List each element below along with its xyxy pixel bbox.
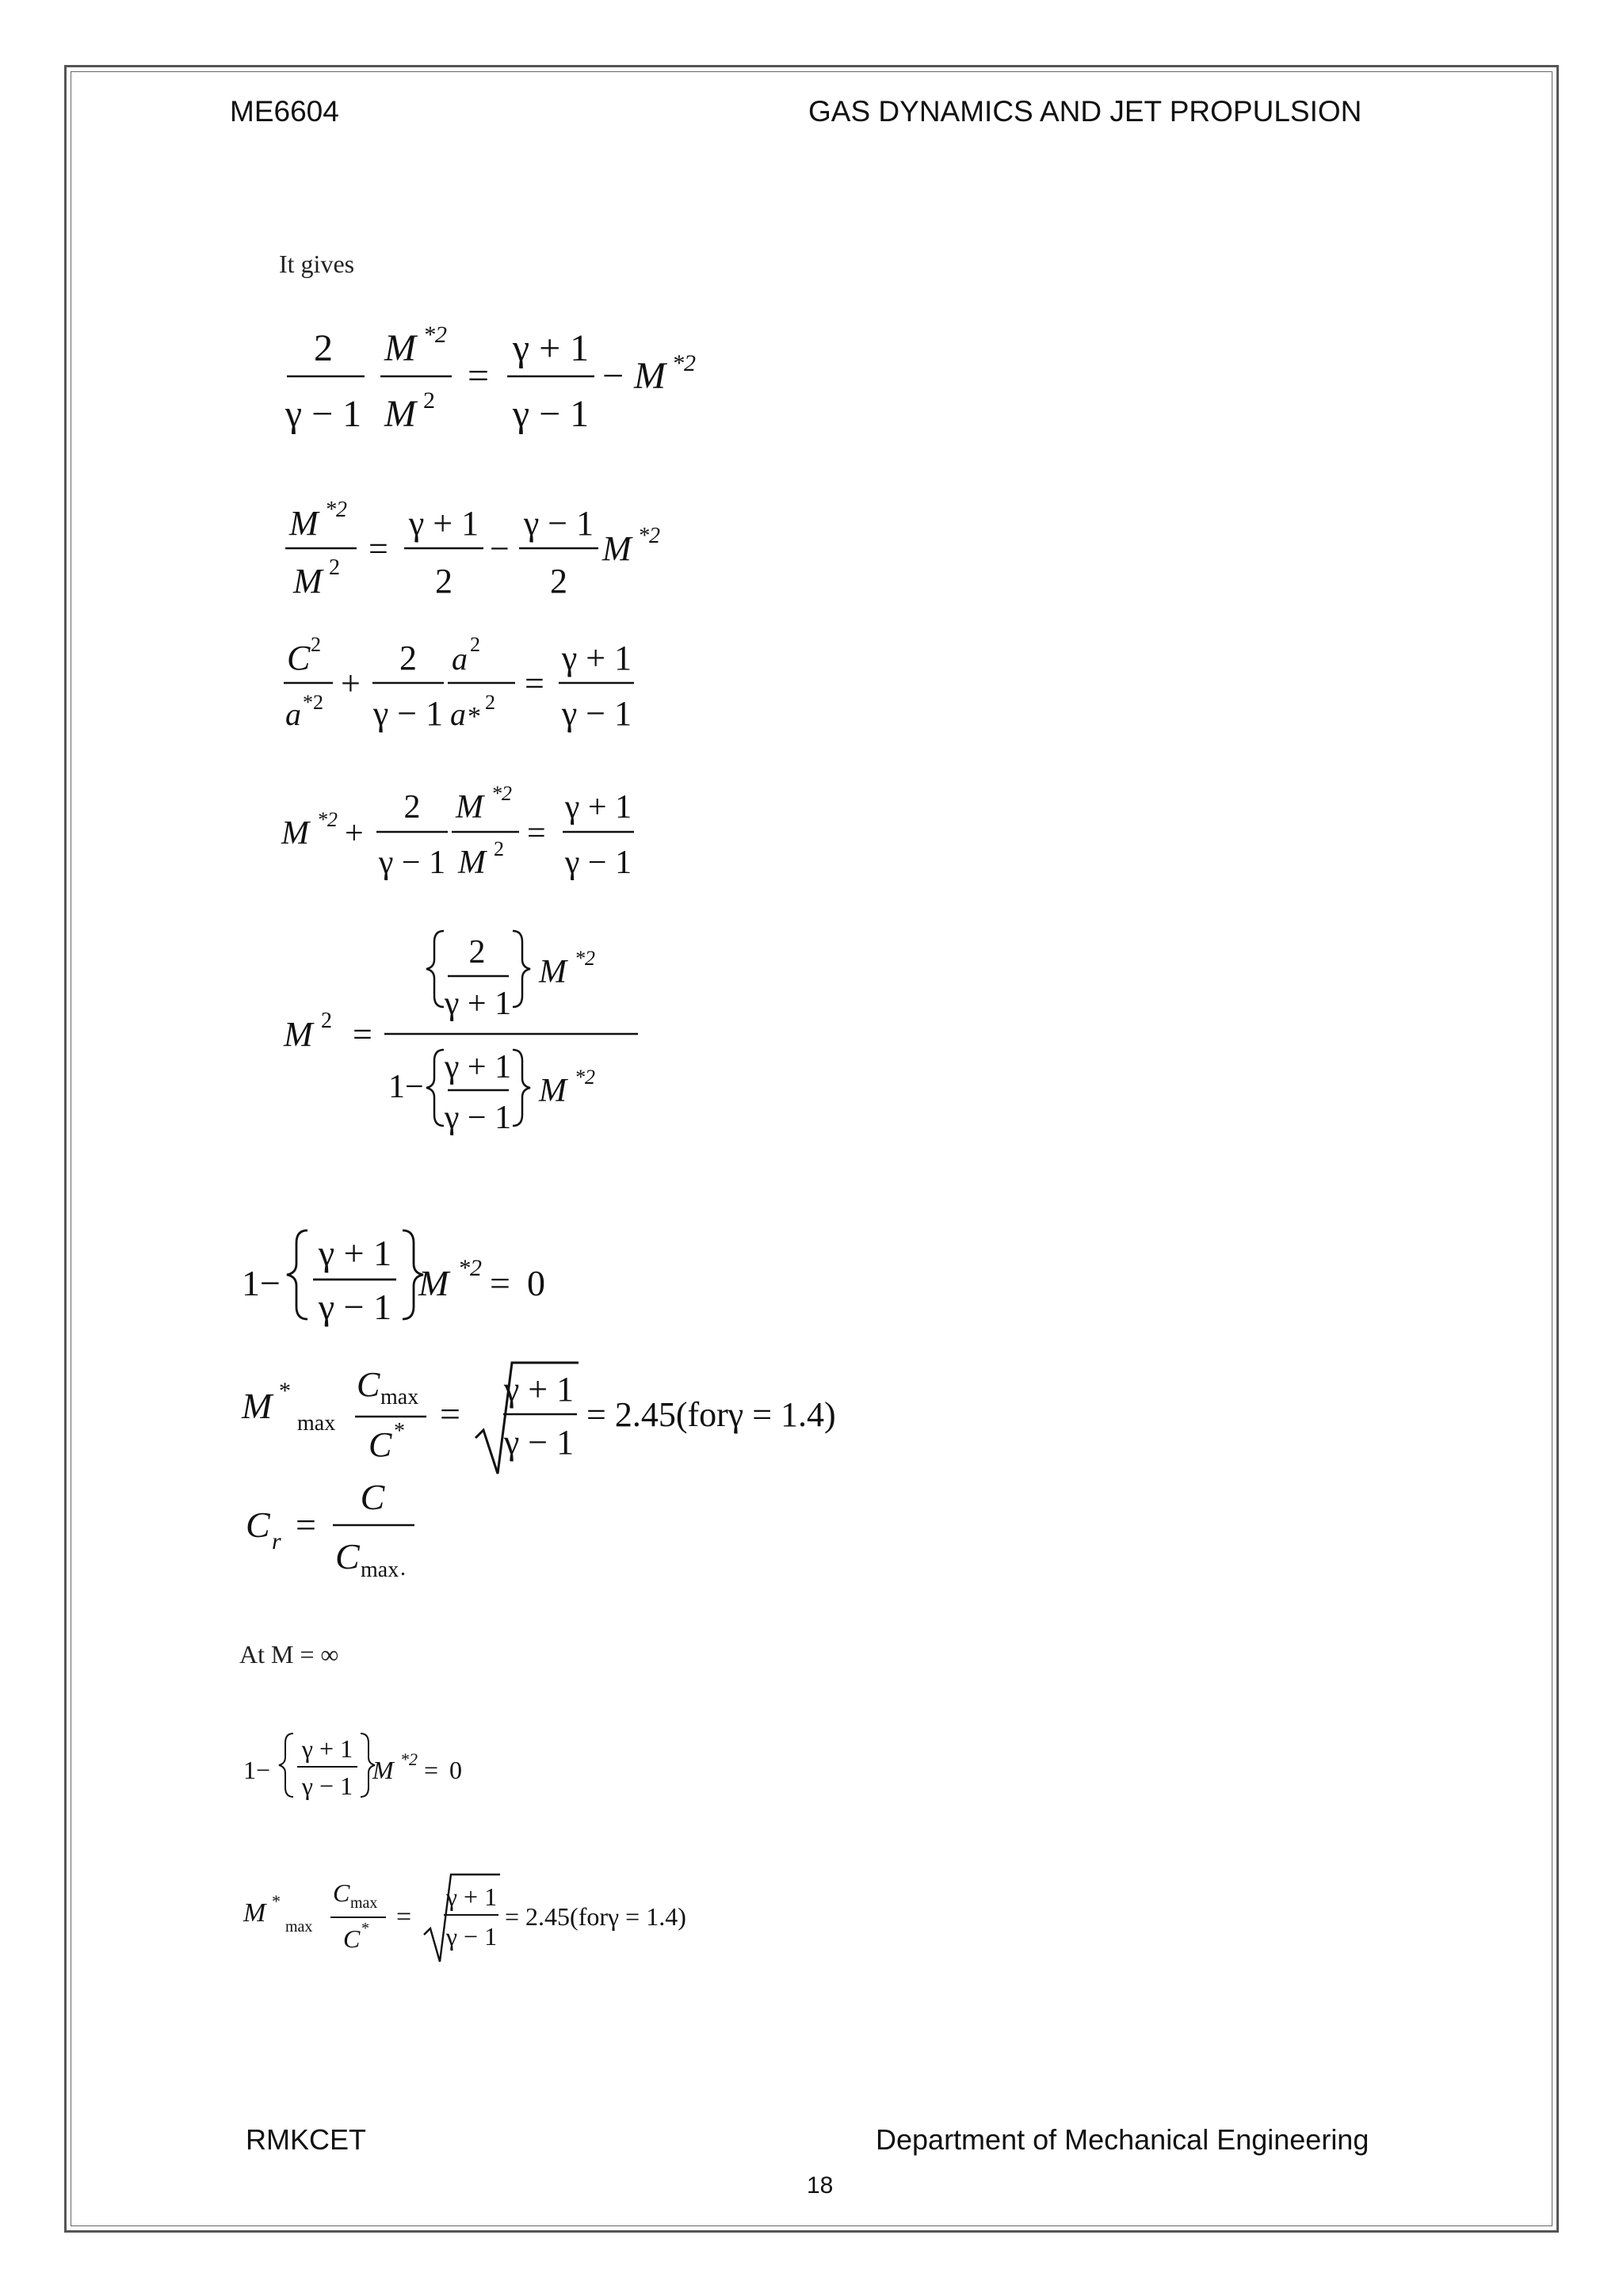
svg-text:2: 2 (494, 837, 504, 860)
equation-9 (242, 1727, 511, 1818)
svg-text:γ − 1: γ − 1 (564, 845, 632, 881)
svg-text:2: 2 (329, 555, 340, 580)
svg-text:*: * (272, 1891, 281, 1911)
footer-department: Department of Mechanical Engineering (876, 2123, 1369, 2156)
svg-text:a: a (452, 641, 468, 677)
equation-9-zero: 0 (449, 1756, 462, 1784)
svg-text:2: 2 (485, 691, 495, 714)
svg-text:γ − 1: γ − 1 (318, 1287, 392, 1327)
svg-text:M: M (289, 504, 319, 543)
svg-text:M: M (539, 1073, 567, 1109)
svg-text:=: = (468, 355, 490, 397)
equation-7-result: = 2.45(forγ = 1.4) (586, 1395, 836, 1434)
svg-text:C: C (335, 1536, 360, 1577)
course-title: GAS DYNAMICS AND JET PROPULSION (808, 95, 1362, 128)
svg-text:M: M (384, 393, 416, 435)
svg-text:=: = (369, 529, 388, 568)
svg-text:γ + 1: γ + 1 (445, 1882, 498, 1911)
svg-text:*2: *2 (575, 947, 595, 970)
equation-5 (277, 919, 658, 1157)
svg-text:max: max (361, 1558, 399, 1582)
svg-text:γ + 1: γ + 1 (561, 639, 632, 677)
svg-text:=: = (525, 664, 544, 703)
svg-text:=: = (527, 815, 546, 852)
svg-text:C: C (287, 639, 311, 677)
svg-text:C: C (369, 1425, 392, 1464)
equation-1 (277, 322, 721, 452)
svg-text:γ + 1: γ + 1 (564, 789, 632, 826)
svg-text:M: M (602, 529, 632, 568)
svg-text:2: 2 (550, 562, 567, 601)
svg-text:*2: *2 (638, 524, 660, 548)
svg-text:γ + 1: γ + 1 (318, 1233, 392, 1273)
svg-text:r: r (272, 1528, 281, 1554)
svg-text:2: 2 (403, 789, 421, 826)
equation-10 (242, 1870, 781, 1973)
svg-text:*2: *2 (303, 691, 323, 714)
svg-text:γ − 1: γ − 1 (285, 393, 362, 435)
svg-text:2: 2 (399, 639, 417, 677)
svg-text:.: . (400, 1556, 406, 1581)
intro-text: It gives (279, 250, 355, 278)
svg-text:*: * (468, 702, 481, 731)
svg-text:2: 2 (314, 327, 333, 369)
svg-text:*2: *2 (458, 1255, 482, 1281)
svg-text:2: 2 (311, 633, 321, 656)
svg-text:M: M (384, 327, 416, 369)
svg-text:=: = (353, 1015, 372, 1054)
svg-text:=: = (296, 1505, 316, 1545)
svg-text:C: C (246, 1505, 270, 1545)
svg-text:M: M (281, 815, 309, 852)
svg-text:M: M (242, 1386, 273, 1426)
svg-text:γ − 1: γ − 1 (503, 1423, 575, 1462)
svg-text:M: M (539, 954, 567, 990)
svg-text:M: M (458, 845, 486, 881)
svg-text:γ − 1: γ − 1 (444, 1100, 512, 1136)
svg-text:max: max (297, 1411, 336, 1436)
svg-text:C: C (357, 1365, 380, 1404)
svg-text:1−: 1− (243, 1756, 271, 1784)
equation-6-zero: 0 (527, 1263, 545, 1303)
svg-text:*2: *2 (400, 1749, 418, 1769)
svg-text:1−: 1− (388, 1069, 424, 1105)
svg-text:M: M (284, 1015, 313, 1054)
svg-text:M: M (456, 789, 483, 826)
svg-text:2: 2 (470, 633, 480, 656)
svg-text:γ + 1: γ + 1 (408, 504, 479, 543)
equation-10-result: = 2.45(forγ = 1.4) (505, 1902, 686, 1931)
svg-text:+: + (345, 815, 364, 852)
svg-text:γ + 1: γ + 1 (503, 1370, 575, 1409)
svg-text:max: max (380, 1385, 419, 1409)
svg-text:γ + 1: γ + 1 (444, 1049, 512, 1085)
svg-text:γ + 1: γ + 1 (301, 1734, 353, 1763)
svg-text:γ − 1: γ − 1 (523, 504, 594, 543)
svg-text:γ − 1: γ − 1 (378, 845, 446, 881)
svg-text:M: M (418, 1263, 449, 1303)
svg-text:M: M (243, 1898, 266, 1928)
equation-4 (277, 784, 658, 887)
svg-text:*2: *2 (325, 498, 347, 522)
equation-6 (238, 1224, 571, 1343)
svg-text:max: max (285, 1918, 313, 1936)
svg-text:−: − (490, 529, 510, 568)
svg-text:M: M (372, 1756, 394, 1784)
page-number: 18 (807, 2172, 834, 2199)
svg-text:*: * (394, 1419, 405, 1444)
svg-text:*2: *2 (491, 782, 512, 805)
svg-text:max: max (350, 1894, 378, 1912)
svg-text:a: a (450, 696, 466, 732)
svg-text:C: C (333, 1878, 350, 1907)
svg-text:2: 2 (435, 562, 453, 601)
svg-text:γ + 1: γ + 1 (444, 986, 512, 1022)
svg-text:γ − 1: γ − 1 (512, 393, 590, 435)
svg-text:a: a (285, 696, 301, 732)
svg-text:C: C (360, 1477, 385, 1517)
svg-text:*: * (361, 1920, 369, 1937)
svg-text:=: = (396, 1902, 412, 1932)
svg-text:γ − 1: γ − 1 (301, 1772, 353, 1800)
svg-text:=: = (424, 1756, 439, 1784)
svg-text:+: + (341, 664, 361, 703)
svg-text:γ − 1: γ − 1 (372, 694, 444, 733)
svg-text:2: 2 (468, 934, 486, 971)
svg-text:γ − 1: γ − 1 (445, 1922, 498, 1951)
at-infinity-text: At M = ∞ (239, 1640, 339, 1669)
equation-7 (238, 1355, 903, 1482)
svg-text:*2: *2 (575, 1066, 595, 1089)
svg-text:γ − 1: γ − 1 (561, 694, 632, 733)
equation-3 (277, 634, 658, 745)
equation-2 (277, 499, 689, 610)
footer-institution: RMKCET (246, 2123, 366, 2156)
svg-text:2: 2 (423, 387, 435, 414)
svg-text:*2: *2 (317, 808, 338, 831)
svg-text:2: 2 (321, 1009, 332, 1033)
svg-text:*2: *2 (423, 322, 447, 348)
equation-8 (242, 1474, 448, 1585)
course-code: ME6604 (230, 95, 339, 128)
svg-text:1−: 1− (242, 1263, 281, 1303)
svg-text:γ + 1: γ + 1 (512, 327, 590, 369)
svg-text:*2: *2 (672, 350, 696, 376)
svg-text:C: C (343, 1924, 361, 1953)
svg-text:=: = (490, 1263, 510, 1303)
svg-text:M: M (634, 355, 666, 397)
svg-text:M: M (293, 562, 323, 601)
svg-text:−: − (602, 355, 624, 397)
svg-text:*: * (279, 1378, 291, 1404)
svg-text:=: = (440, 1394, 460, 1434)
